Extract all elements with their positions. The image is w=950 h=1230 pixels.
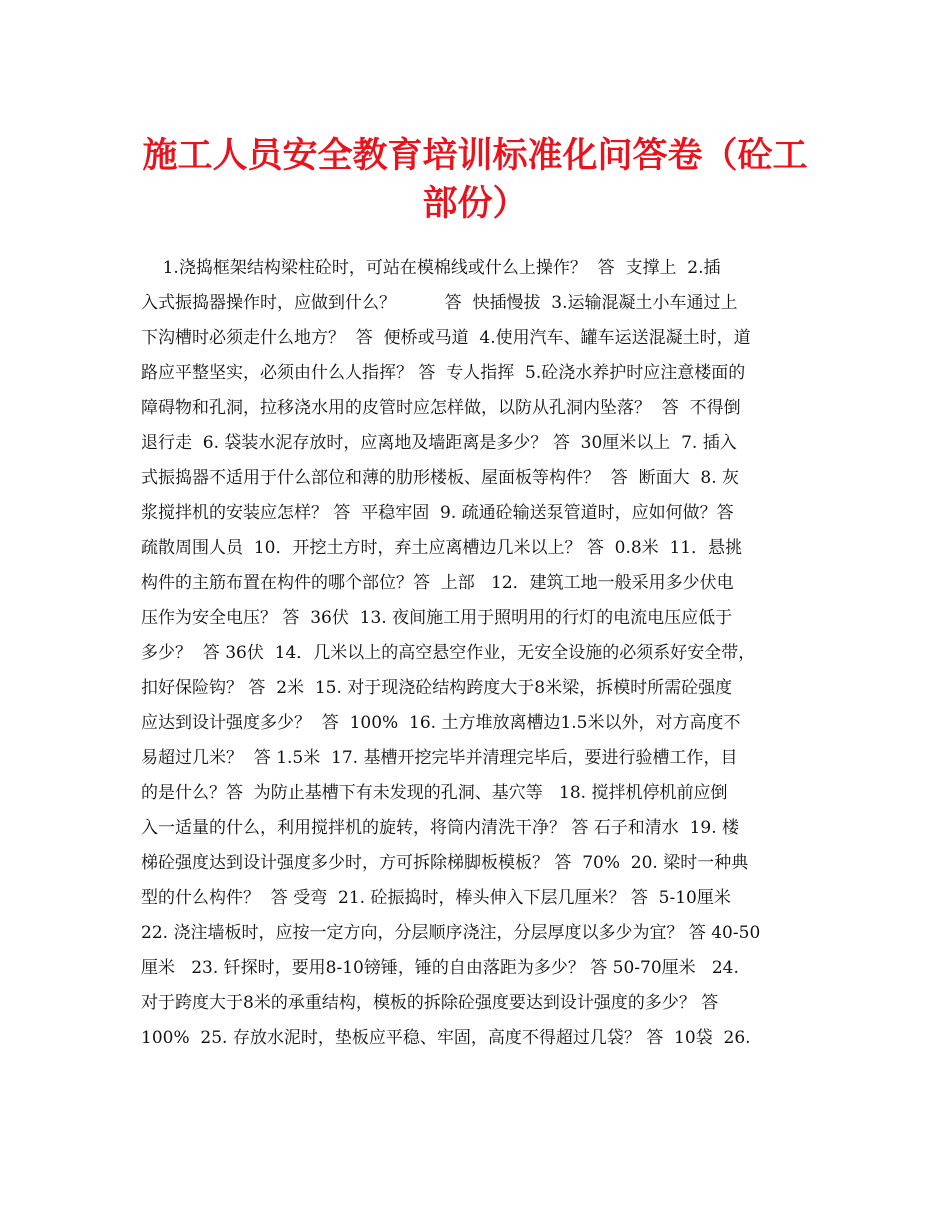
body-line-21: 厘米 23. 钎探时，要用8-10镑锤，锤的自由落距为多少？ 答 50-70厘米 24. <box>141 958 739 978</box>
body-line-7: 式振捣器不适用于什么部位和薄的肋形楼板、屋面板等构件？ 答 断面大 8. 灰 <box>141 468 740 488</box>
body-line-1: 1.浇捣框架结构梁柱砼时，可站在模棉线或什么上操作？ 答 支撑上 2.插 <box>141 258 721 278</box>
body-line-23: 100% 25. 存放水泥时，垫板应平稳、牢固，高度不得超过几袋？ 答 10袋 26. <box>141 1028 751 1048</box>
body-line-12: 多少？ 答 36伏 14．几米以上的高空悬空作业，无安全设施的必须系好安全带， <box>141 643 756 663</box>
body-line-13: 扣好保险钩？ 答 2米 15. 对于现浇砼结构跨度大于8米梁，拆模时所需砼强度 <box>141 678 733 698</box>
body-line-18: 梯砼强度达到设计强度多少时，方可拆除梯脚板模板？ 答 70% 20. 梁时一种典 <box>141 853 749 873</box>
body-line-17: 入一适量的什么，利用搅拌机的旋转，将筒内清洗干净？ 答 石子和清水 19. 楼 <box>141 818 740 838</box>
body-line-19: 型的什么构件？ 答 受弯 21. 砼振捣时，棒头伸入下层几厘米？ 答 5-10厘米 <box>141 888 731 908</box>
body-line-8: 浆搅拌机的安装应怎样？ 答 平稳牢固 9. 疏通砼输送泵管道时，应如何做？答 <box>141 503 734 523</box>
document-title-line-1: 施工人员安全教育培训标准化问答卷（砼工 <box>142 135 808 176</box>
body-line-14: 应达到设计强度多少？ 答 100% 16. 土方堆放离槽边1.5米以外，对方高度不 <box>141 713 741 733</box>
body-line-5: 障碍物和孔洞，拉移浇水用的皮管时应怎样做，以防从孔洞内坠落？ 答 不得倒 <box>141 398 741 418</box>
body-line-16: 的是什么？答 为防止基槽下有未发现的孔洞、基穴等 18. 搅拌机停机前应倒 <box>141 783 728 803</box>
body-line-3: 下沟槽时必须走什么地方？ 答 便桥或马道 4.使用汽车、罐车运送混凝土时，道 <box>141 328 751 348</box>
body-line-6: 退行走 6. 袋装水泥存放时，应离地及墙距离是多少？ 答 30厘米以上 7. 插入 <box>141 433 737 453</box>
body-line-2: 入式振捣器操作时，应做到什么？ 答 快插慢拔 3.运输混凝土小车通过上 <box>141 293 738 313</box>
body-line-9: 疏散周围人员 10．开挖土方时，弃土应离槽边几米以上？ 答 0.8米 11．悬挑 <box>141 538 743 558</box>
body-line-22: 对于跨度大于8米的承重结构，模板的拆除砼强度要达到设计强度的多少？ 答 <box>141 993 719 1013</box>
body-line-15: 易超过几米？ 答 1.5米 17. 基槽开挖完毕并清理完毕后，要进行验槽工作，目 <box>141 748 738 768</box>
body-line-11: 压作为安全电压？ 答 36伏 13. 夜间施工用于照明用的行灯的电流电压应低于 <box>141 608 733 628</box>
document-title-line-2: 部份） <box>422 183 528 224</box>
body-line-10: 构件的主筋布置在构件的哪个部位？答 上部 12．建筑工地一般采用多少伏电 <box>141 573 734 593</box>
body-line-4: 路应平整坚实，必须由什么人指挥？ 答 专人指挥 5.砼浇水养护时应注意楼面的 <box>141 363 746 383</box>
body-line-20: 22. 浇注墙板时，应按一定方向，分层顺序浇注，分层厚度以多少为宜？ 答 40-50 <box>141 923 761 943</box>
